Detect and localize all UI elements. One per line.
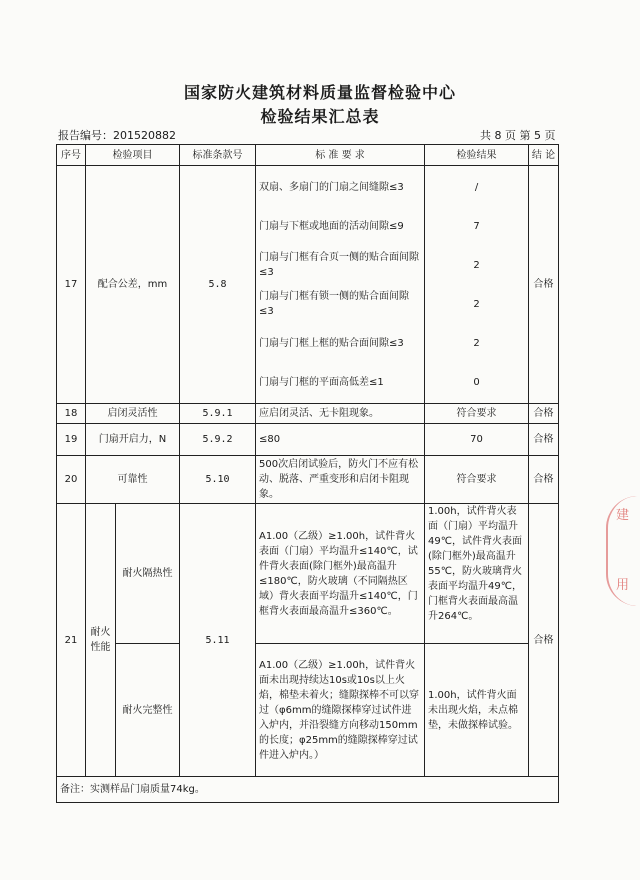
table-row: [57, 644, 559, 777]
row-number: 17: [57, 166, 86, 404]
row-number: 21: [57, 504, 86, 777]
remark: 备注：实测样品门扇质量74kg。: [57, 777, 559, 803]
table-header-row: [57, 145, 559, 166]
clause-number: 5.9.1: [180, 404, 256, 424]
result-text: 1.00h，试件背火表面（门扇）平均温升49℃，试件背火表面(除门框外)最高温升55℃，防火玻璃背火表面平均温升49℃，门框背火表面最高温升264℃。: [425, 504, 529, 644]
col-header-result: 检验结果: [425, 145, 529, 166]
result-value: 2: [473, 298, 480, 310]
remark-row: [57, 777, 559, 803]
requirement-line: 门扇与门框有锁一侧的贴合面间隙≤3: [259, 291, 409, 317]
result-value: 2: [473, 259, 480, 271]
sub-item-name: 耐火完整性: [116, 644, 180, 777]
requirement-text: 500次启闭试验后，防火门不应有松动、脱落、严重变形和启闭卡阻现象。: [256, 456, 425, 504]
item-name: 配合公差，mm: [86, 166, 180, 404]
sub-item-name: 耐火隔热性: [116, 504, 180, 644]
col-header-requirement: 标 准 要 求: [256, 145, 425, 166]
clause-number: 5.11: [180, 504, 256, 777]
row-number: 18: [57, 404, 86, 424]
row-number: 19: [57, 424, 86, 456]
result-list: [425, 166, 529, 404]
clause-number: 5.10: [180, 456, 256, 504]
seal-stamp: [606, 496, 638, 606]
requirement-text: A1.00（乙级）≥1.00h，试件背火表面（门扇）平均温升≤140℃，试件背火表面(除门框外)最高温升≤180℃，防火玻璃（不同隔热区域）背火表面平均温升≤140℃，门框背火表面最高温升≤360℃。: [256, 504, 425, 644]
conclusion: 合格: [529, 456, 559, 504]
item-name: 门扇开启力，N: [86, 424, 180, 456]
clause-number: 5.9.2: [180, 424, 256, 456]
stamp-char: 建: [616, 508, 630, 523]
clause-number: 5.8: [180, 166, 256, 404]
table-row: [57, 166, 559, 404]
stamp-char: 用: [616, 578, 630, 593]
requirement-line: 双扇、多扇门的门扇之间缝隙≤3: [259, 181, 404, 193]
table-row: [57, 404, 559, 424]
col-header-conclusion: 结 论: [529, 145, 559, 166]
report-subtitle: 检验结果汇总表: [260, 107, 380, 126]
row-number: 20: [57, 456, 86, 504]
report-title: 国家防火建筑材料质量监督检验中心: [183, 83, 456, 102]
item-name: 耐火性能: [86, 504, 116, 777]
requirement-text: 应启闭灵活、无卡阻现象。: [256, 404, 425, 424]
item-name: 可靠性: [86, 456, 180, 504]
requirement-list: [256, 166, 425, 404]
result-value: 2: [473, 337, 480, 349]
requirement-text: ≤80: [256, 424, 425, 456]
conclusion: 合格: [529, 166, 559, 404]
result-value: 符合要求: [425, 404, 529, 424]
col-header-no: 序号: [57, 145, 86, 166]
result-value: 7: [473, 220, 480, 232]
conclusion: 合格: [529, 504, 559, 777]
table-row: [57, 456, 559, 504]
result-value: 符合要求: [425, 456, 529, 504]
report-number: 报告编号：201520882: [58, 129, 176, 142]
requirement-line: 门扇与门框上框的贴合面间隙≤3: [259, 337, 404, 349]
result-value: /: [474, 181, 479, 193]
conclusion: 合格: [529, 424, 559, 456]
requirement-line: 门扇与下框或地面的活动间隙≤9: [259, 220, 404, 232]
conclusion: 合格: [529, 404, 559, 424]
requirement-text: A1.00（乙级）≥1.00h，试件背火面未出现持续达10s或10s以上火焰，棉垫未着火；缝隙探棒不可以穿过（φ6mm的缝隙探棒穿过试件进入炉内，并沿裂缝方向移动150mm的长度；φ25mm的缝隙探棒穿过试件进入炉内。）: [256, 644, 425, 777]
results-table: [56, 144, 559, 803]
col-header-clause: 标准条款号: [180, 145, 256, 166]
page-info: 共 8 页 第 5 页: [480, 129, 556, 142]
col-header-item: 检验项目: [86, 145, 180, 166]
requirement-line: 门扇与门框有合页一侧的贴合面间隙≤3: [259, 252, 419, 278]
item-name: 启闭灵活性: [86, 404, 180, 424]
result-text: 1.00h，试件背火面未出现火焰，未点棉垫，未做探棒试验。: [425, 644, 529, 777]
table-row: [57, 424, 559, 456]
table-row: [57, 504, 559, 644]
result-value: 0: [473, 376, 480, 388]
requirement-line: 门扇与门框的平面高低差≤1: [259, 376, 384, 388]
result-value: 70: [425, 424, 529, 456]
